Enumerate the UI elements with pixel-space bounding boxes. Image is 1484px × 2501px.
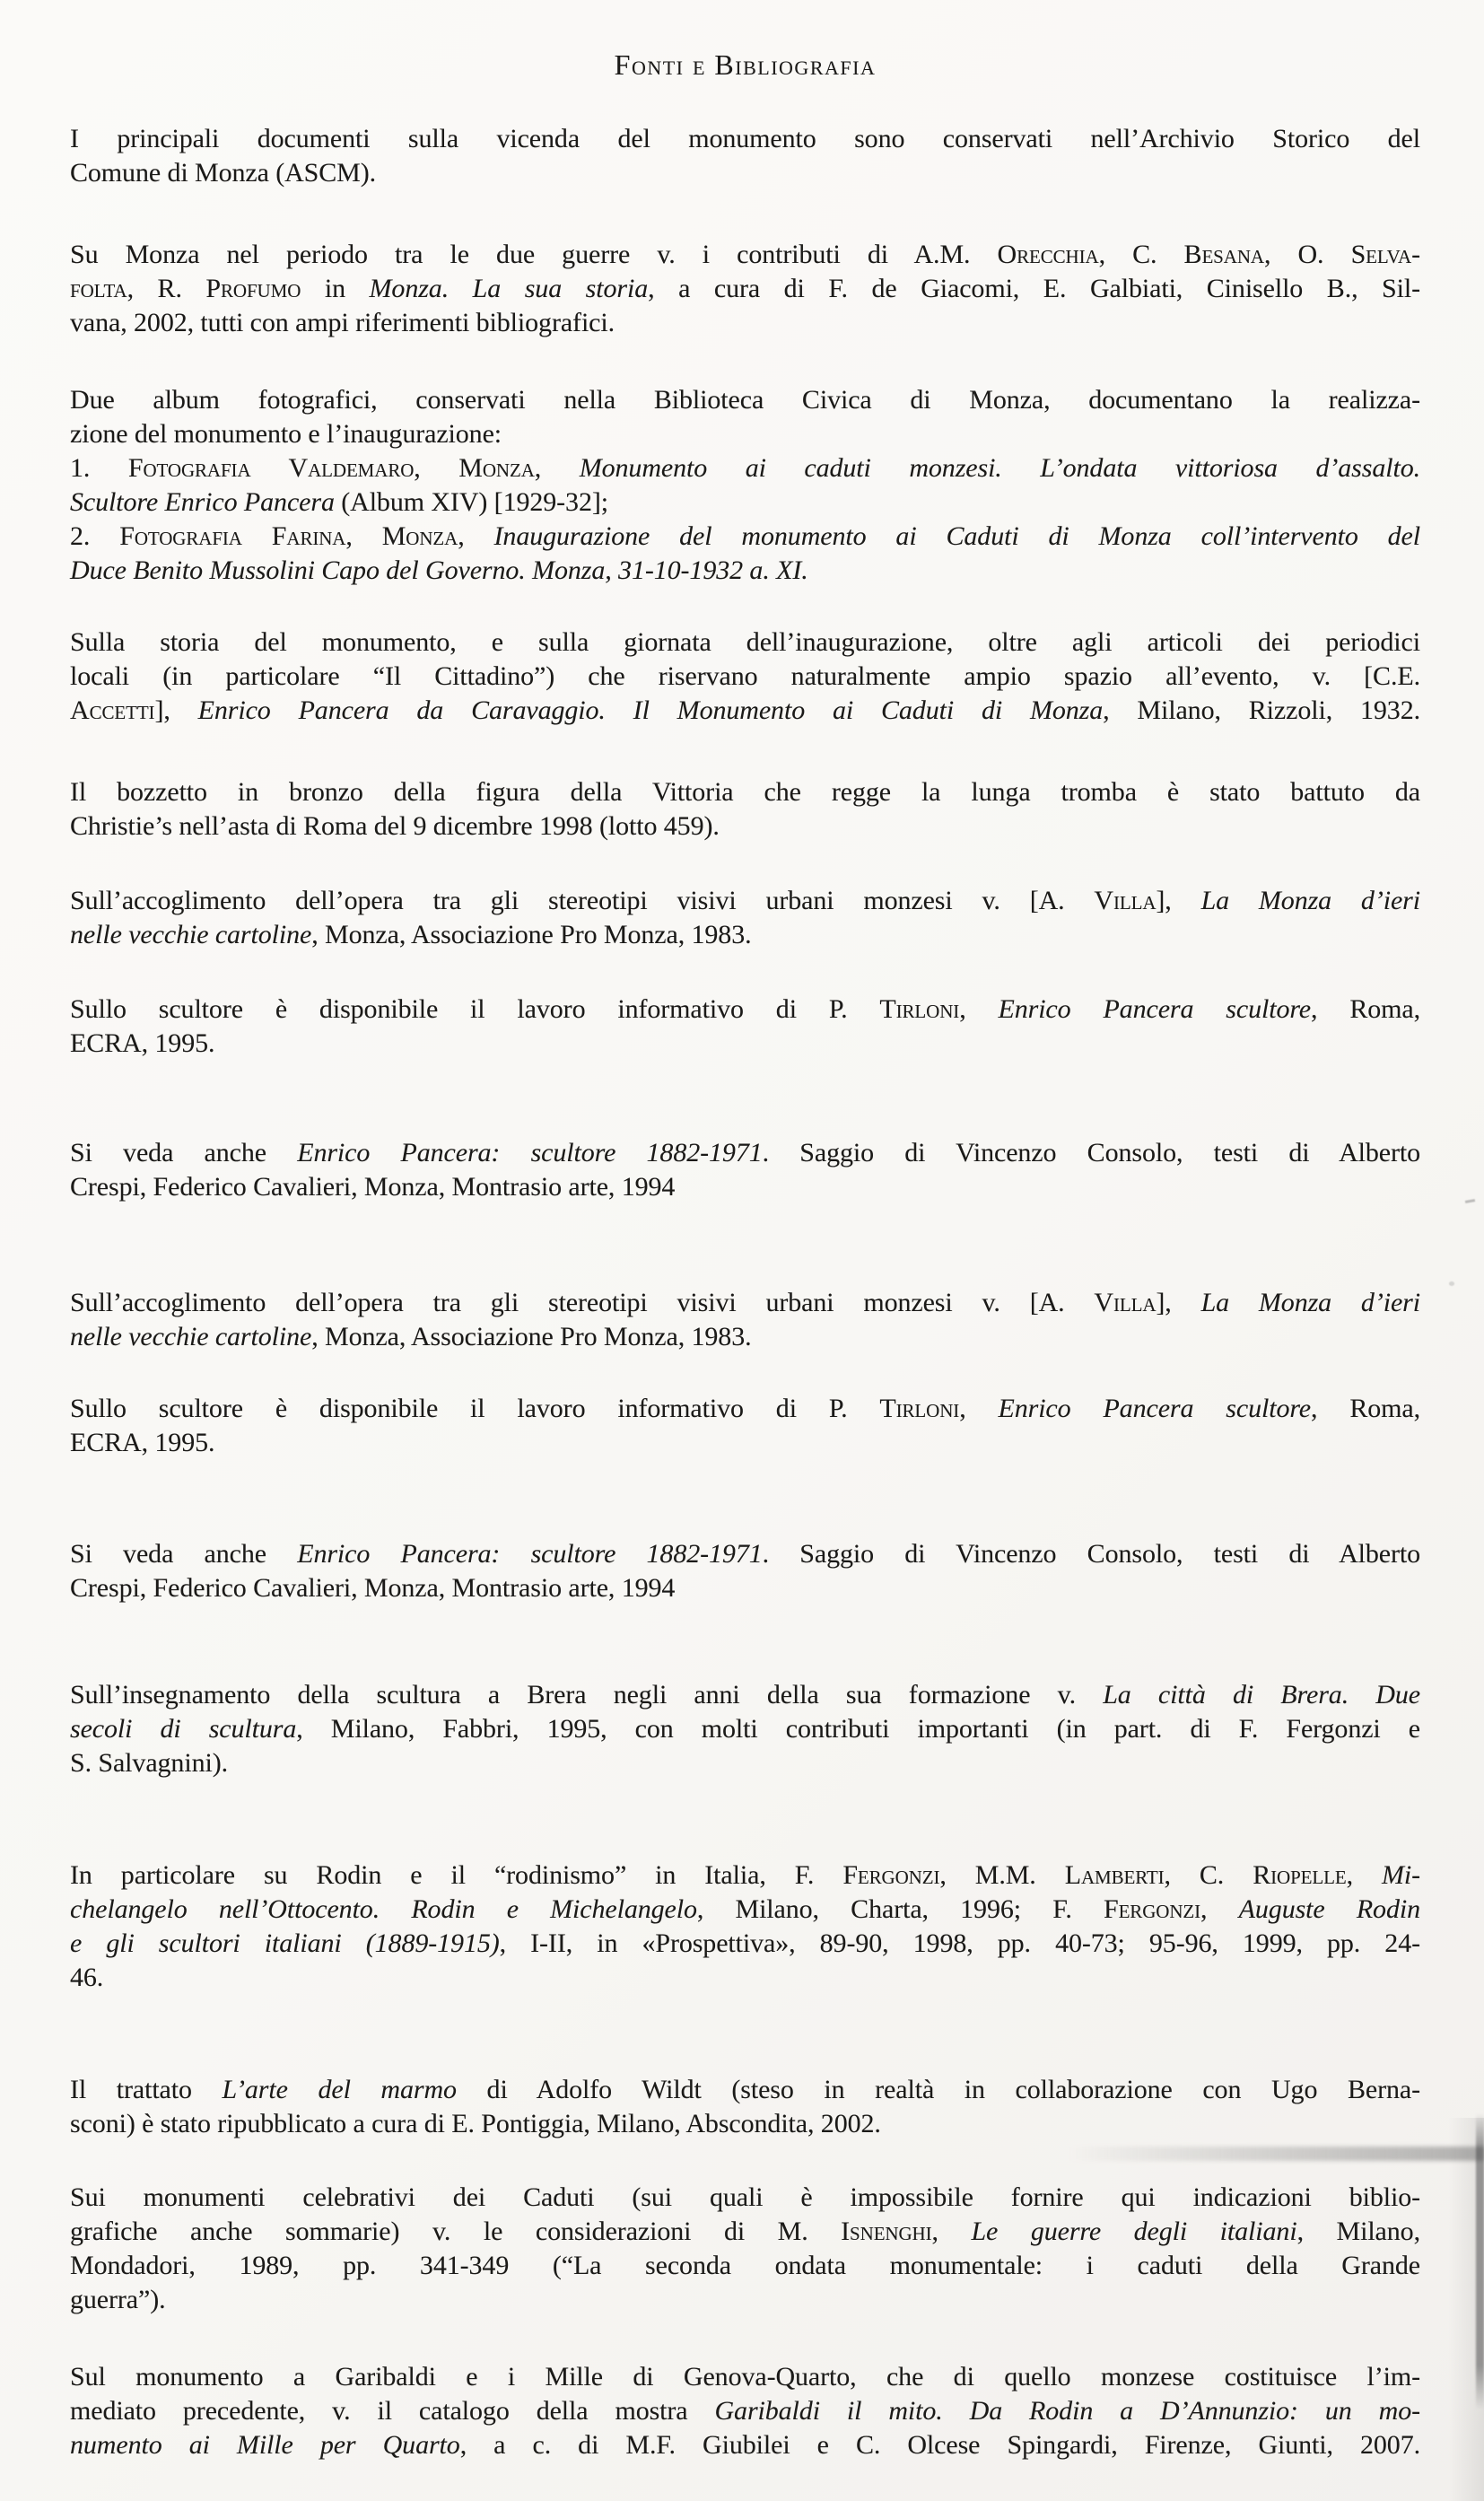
text-run: Monumento ai caduti monzesi. L’ondata vittoriosa d’assalto.: [579, 453, 1420, 483]
text-run: ,: [534, 453, 580, 483]
text-run: Tirloni: [879, 994, 960, 1024]
text-run: sconi) è stato ripubblicato a cura di E. Pontiggia, Milano, Abscondita, 2002.: [70, 2109, 881, 2138]
text-run: Sullo scultore è disponibile il lavoro informativo di P.: [70, 1394, 880, 1423]
text-run: Monza. La sua storia: [369, 274, 649, 303]
text-line: [70, 2107, 1420, 2141]
text-line: [70, 2249, 1420, 2283]
text-run: ECRA, 1995.: [70, 1028, 215, 1058]
text-run: Il trattato: [70, 2075, 223, 2104]
text-line: [70, 238, 1420, 272]
text-line: [70, 122, 1420, 156]
text-line: [70, 775, 1420, 809]
text-line: [70, 1571, 1420, 1605]
text-line: [70, 1320, 1420, 1354]
text-run: guerra”).: [70, 2285, 166, 2314]
text-run: Duce Benito Mussolini Capo del Governo. Monza, 31-10-1932 a. XI.: [70, 555, 808, 585]
text-line: [70, 2215, 1420, 2249]
text-run: Tirloni: [879, 1394, 960, 1423]
text-line: [70, 417, 1420, 451]
text-run: , Monza, Associazione Pro Monza, 1983.: [311, 920, 752, 949]
text-run: ,: [959, 1394, 999, 1423]
text-line: [70, 809, 1420, 844]
text-line: [70, 554, 1420, 588]
paragraph: [70, 1392, 1420, 1460]
text-run: mediato precedente, v. il catalogo della mostra: [70, 2396, 715, 2426]
text-run: ,: [345, 521, 382, 551]
text-run: Enrico Pancera: scultore 1882-1971: [297, 1539, 763, 1569]
paragraph: [70, 122, 1420, 190]
text-line: [70, 1170, 1420, 1204]
text-run: Besana: [1183, 240, 1264, 269]
text-line: [70, 1537, 1420, 1571]
text-run: Fergonzi: [842, 1860, 940, 1890]
text-run: nelle vecchie cartoline: [70, 920, 312, 949]
scan-speck: [1449, 1281, 1454, 1286]
text-run: Comune di Monza (ASCM).: [70, 158, 377, 188]
scan-edge-shade: [1448, 2118, 1484, 2501]
text-run: , M.M.: [939, 1860, 1065, 1890]
text-run: Riopelle: [1253, 1860, 1347, 1890]
text-run: locali (in particolare “Il Cittadino”) che riservano naturalmente ampio spazio all’evento, v. [C.E.: [70, 661, 1420, 691]
text-run: , C.: [1098, 240, 1184, 269]
text-run: S. Salvagnini).: [70, 1748, 228, 1778]
text-run: Selva-: [1350, 240, 1420, 269]
text-line: [70, 1136, 1420, 1170]
text-line: [70, 520, 1420, 554]
text-line: [70, 1893, 1420, 1927]
text-run: grafiche anche sommarie) v. le considerazioni di M.: [70, 2217, 842, 2246]
text-run: , R.: [127, 274, 206, 303]
text-run: Profumo: [205, 274, 301, 303]
text-run: Enrico Pancera scultore: [998, 1394, 1312, 1423]
text-run: ],: [1156, 886, 1201, 915]
text-line: [70, 383, 1420, 417]
text-run: Fotografia Valdemaro: [127, 453, 415, 483]
paragraph: [70, 884, 1420, 952]
paragraph: [70, 993, 1420, 1061]
text-run: numento ai Mille per Quarto: [70, 2430, 460, 2460]
text-run: ,: [414, 453, 459, 483]
text-line: [70, 2073, 1420, 2107]
text-run: Su Monza nel periodo tra le due guerre v. i contributi di A.M.: [70, 240, 998, 269]
text-run: Isnenghi: [841, 2217, 932, 2246]
text-run: Due album fotografici, conservati nella Biblioteca Civica di Monza, documentano la realizza-: [70, 385, 1420, 415]
paragraph: [70, 238, 1420, 340]
text-run: , Milano, Charta, 1996; F.: [696, 1894, 1104, 1924]
text-run: , Roma,: [1311, 1394, 1420, 1423]
text-run: Fergonzi: [1104, 1894, 1201, 1924]
text-line: [70, 1712, 1420, 1746]
text-run: Si veda anche: [70, 1539, 298, 1569]
text-run: Christie’s nell’asta di Roma del 9 dicembre 1998 (lotto 459).: [70, 811, 720, 841]
text-run: , O.: [1263, 240, 1351, 269]
text-run: Sull’insegnamento della scultura a Brera negli anni della sua formazione v.: [70, 1680, 1104, 1710]
text-run: ,: [1200, 1894, 1239, 1924]
text-line: [70, 993, 1420, 1027]
text-run: nelle vecchie cartoline: [70, 1322, 312, 1351]
text-run: ,: [959, 994, 999, 1024]
text-line: [70, 884, 1420, 918]
text-run: Mi-: [1381, 1860, 1420, 1890]
text-run: vana, 2002, tutti con ampi riferimenti bibliografici.: [70, 308, 615, 337]
text-run: 2.: [70, 521, 120, 551]
text-line: [70, 1286, 1420, 1320]
paragraph: [70, 383, 1420, 588]
text-run: La Monza d’ieri: [1200, 1288, 1420, 1317]
scan-edge-shadow: [1476, 2113, 1484, 2409]
text-run: Lamberti: [1064, 1860, 1165, 1890]
text-line: [70, 1027, 1420, 1061]
text-run: , Monza, Associazione Pro Monza, 1983.: [311, 1322, 752, 1351]
text-run: ,: [931, 2217, 972, 2246]
text-run: Si veda anche: [70, 1138, 298, 1167]
text-line: [70, 2181, 1420, 2215]
text-run: , C.: [1164, 1860, 1253, 1890]
text-line: [70, 660, 1420, 694]
text-run: Inaugurazione del monumento ai Caduti di Monza coll’intervento del: [493, 521, 1421, 551]
text-run: Il bozzetto in bronzo della figura della Vittoria che regge la lunga tromba è stato battuto da: [70, 777, 1420, 807]
bibliography: [70, 122, 1420, 2462]
page-title: Fonti e Bibliografia: [614, 48, 877, 81]
text-line: [70, 1927, 1420, 1961]
paragraph: [70, 1537, 1420, 1605]
text-line: [70, 918, 1420, 952]
text-run: La città di Brera. Due: [1103, 1680, 1420, 1710]
text-line: [70, 1746, 1420, 1780]
text-run: , Milano,: [1296, 2217, 1420, 2246]
text-run: Monza: [381, 521, 458, 551]
text-run: Le guerre degli italiani: [971, 2217, 1297, 2246]
text-run: Sull’accoglimento dell’opera tra gli stereotipi visivi urbani monzesi v. [A.: [70, 886, 1095, 915]
text-line: [70, 625, 1420, 660]
text-run: 1.: [70, 453, 128, 483]
text-run: e gli scultori italiani (1889-1915): [70, 1928, 500, 1958]
text-line: [70, 2360, 1420, 2394]
text-line: [70, 1426, 1420, 1460]
paragraph: [70, 625, 1420, 728]
text-run: Accetti: [70, 695, 155, 725]
paragraph: [70, 2360, 1420, 2462]
text-line: [70, 2394, 1420, 2428]
paragraph: [70, 775, 1420, 844]
text-run: , Milano, Rizzoli, 1932.: [1103, 695, 1420, 725]
text-run: Sull’accoglimento dell’opera tra gli stereotipi visivi urbani monzesi v. [A.: [70, 1288, 1095, 1317]
text-run: di Adolfo Wildt (steso in realtà in collaborazione con Ugo Berna-: [456, 2075, 1420, 2104]
text-run: L’arte del marmo: [222, 2075, 457, 2104]
text-run: secoli di scultura: [70, 1714, 297, 1744]
text-run: in: [301, 274, 370, 303]
text-run: ,: [1346, 1860, 1382, 1890]
text-run: Sui monumenti celebrativi dei Caduti (sui quali è impossibile fornire qui indicazioni biblio-: [70, 2182, 1420, 2212]
text-run: In particolare su Rodin e il “rodinismo” in Italia, F.: [70, 1860, 843, 1890]
text-line: [70, 451, 1420, 485]
paragraph: [70, 1678, 1420, 1780]
text-run: Orecchia: [997, 240, 1099, 269]
text-run: ],: [154, 695, 198, 725]
text-run: ECRA, 1995.: [70, 1428, 215, 1457]
text-run: Enrico Pancera da Caravaggio. Il Monumento ai Caduti di Monza: [197, 695, 1104, 725]
text-run: , Milano, Fabbri, 1995, con molti contributi importanti (in part. di F. Fergonzi e: [296, 1714, 1420, 1744]
text-line: [70, 306, 1420, 340]
text-run: Crespi, Federico Cavalieri, Monza, Montrasio arte, 1994: [70, 1172, 676, 1202]
text-run: Enrico Pancera: scultore 1882-1971: [297, 1138, 763, 1167]
text-run: Villa: [1094, 886, 1157, 915]
text-run: , a c. di M.F. Giubilei e C. Olcese Spingardi, Firenze, Giunti, 2007.: [459, 2430, 1421, 2460]
text-run: 46.: [70, 1963, 104, 1992]
text-line: [70, 272, 1420, 306]
paragraph: [70, 2073, 1420, 2141]
text-run: Enrico Pancera scultore: [998, 994, 1312, 1024]
text-run: Mondadori, 1989, pp. 341-349 (“La seconda ondata monumentale: i caduti della Grande: [70, 2251, 1420, 2280]
text-run: I principali documenti sulla vicenda del monumento sono conservati nell’Archivio Storico del: [70, 124, 1420, 153]
text-run: La Monza d’ieri: [1200, 886, 1420, 915]
text-run: . Saggio di Vincenzo Consolo, testi di Alberto: [762, 1539, 1421, 1569]
text-run: Scultore Enrico Pancera: [70, 487, 335, 517]
text-line: [70, 1858, 1420, 1893]
text-line: [70, 1678, 1420, 1712]
text-run: Sul monumento a Garibaldi e i Mille di Genova-Quarto, che di quello monzese costituisce l’im-: [70, 2362, 1420, 2392]
paragraph: [70, 1136, 1420, 1204]
text-run: ,: [458, 521, 494, 551]
text-line: [70, 2283, 1420, 2317]
text-run: zione del monumento e l’inaugurazione:: [70, 419, 502, 449]
text-line: [70, 485, 1420, 520]
text-run: Sullo scultore è disponibile il lavoro informativo di P.: [70, 994, 880, 1024]
text-line: [70, 156, 1420, 190]
text-run: Crespi, Federico Cavalieri, Monza, Montrasio arte, 1994: [70, 1573, 676, 1603]
text-run: Monza: [458, 453, 535, 483]
text-run: , Roma,: [1311, 994, 1420, 1024]
text-run: Fotografia Farina: [119, 521, 346, 551]
text-line: [70, 694, 1420, 728]
text-run: chelangelo nell’Ottocento. Rodin e Michelangelo: [70, 1894, 697, 1924]
text-run: folta: [70, 274, 127, 303]
paragraph: [70, 1286, 1420, 1354]
paragraph: [70, 2181, 1420, 2317]
text-run: , a cura di F. de Giacomi, E. Galbiati, Cinisello B., Sil-: [648, 274, 1421, 303]
paragraph: [70, 1858, 1420, 1995]
text-run: Garibaldi il mito. Da Rodin a D’Annunzio: un mo-: [714, 2396, 1421, 2426]
text-run: Sulla storia del monumento, e sulla giornata dell’inaugurazione, oltre agli articoli dei periodici: [70, 627, 1420, 657]
text-run: , I-II, in «Prospettiva», 89-90, 1998, pp. 40-73; 95-96, 1999, pp. 24-: [499, 1928, 1420, 1958]
text-line: [70, 1961, 1420, 1995]
text-run: Auguste Rodin: [1238, 1894, 1420, 1924]
text-line: [70, 1392, 1420, 1426]
text-run: Villa: [1094, 1288, 1157, 1317]
text-line: [70, 2428, 1420, 2462]
text-run: (Album XIV) [1929-32];: [334, 487, 608, 517]
text-run: ],: [1156, 1288, 1201, 1317]
scan-speck: [1465, 1199, 1475, 1203]
text-run: . Saggio di Vincenzo Consolo, testi di Alberto: [762, 1138, 1421, 1167]
